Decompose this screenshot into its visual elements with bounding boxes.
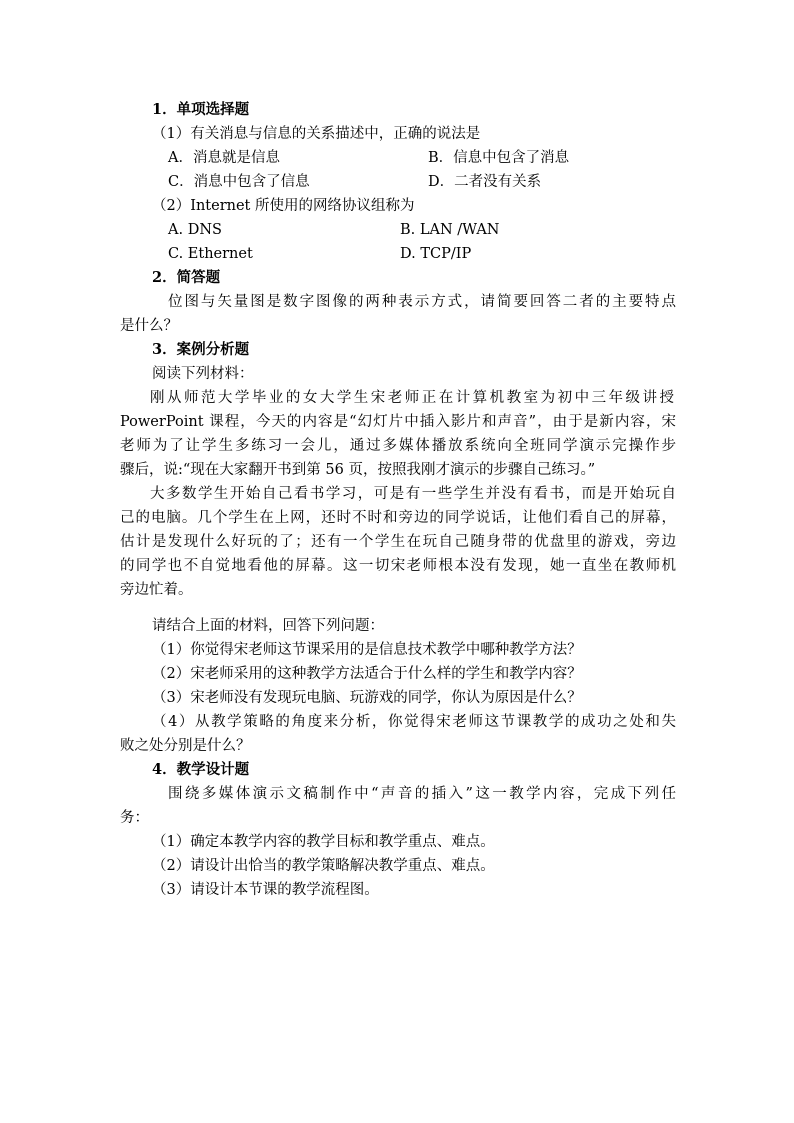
section-heading-single-choice: 1．单项选择题 <box>152 101 250 118</box>
q1-option-c: C．消息中包含了信息 <box>168 174 310 190</box>
case-para2-line-3: 估计是发现什么好玩的了；还有一个学生在玩自己随身带的优盘里的游戏，旁边 <box>120 534 676 550</box>
design-task-2: （2）请设计出恰当的教学策略解决教学重点、难点。 <box>152 858 495 874</box>
design-task-1: （1）确定本教学内容的教学目标和教学重点、难点。 <box>152 834 495 850</box>
short-answer-line-1: 位图与矢量图是数字图像的两种表示方式，请简要回答二者的主要特点 <box>168 294 676 310</box>
case-para2-line-5: 旁边忙着。 <box>120 582 193 598</box>
q2-option-b: B. LAN /WAN <box>400 222 500 238</box>
case-para2-line-4: 的同学也不自觉地看他的屏幕。这一切宋老师根本没有发现，她一直坐在教师机 <box>120 558 676 574</box>
q1-option-a: A．消息就是信息 <box>168 150 280 166</box>
q1-option-b: B．信息中包含了消息 <box>428 150 570 166</box>
case-question-4-line-1: （4）从教学策略的角度来分析，你觉得宋老师这节课教学的成功之处和失 <box>152 714 676 730</box>
case-para2-line-1: 大多数学生开始自己看书学习，可是有一些学生并没有看书，而是开始玩自 <box>150 486 676 502</box>
short-answer-line-2: 是什么？ <box>120 318 178 334</box>
design-line-1: 围绕多媒体演示文稿制作中“声音的插入”这一教学内容，完成下列任 <box>168 786 676 802</box>
case-para2-line-2: 己的电脑。几个学生在上网，还时不时和旁边的同学说话，让他们看自己的屏幕， <box>120 510 676 526</box>
question-1-stem: （1）有关消息与信息的关系描述中，正确的说法是 <box>152 126 481 142</box>
case-question-1: （1）你觉得宋老师这节课采用的是信息技术教学中哪种教学方法？ <box>152 642 582 658</box>
q1-option-d: D．二者没有关系 <box>428 174 542 190</box>
question-2-stem: （2）Internet 所使用的网络协议组称为 <box>152 198 415 214</box>
section-heading-teaching-design: 4．教学设计题 <box>152 761 250 778</box>
case-question-4-line-2: 败之处分别是什么？ <box>120 738 251 754</box>
case-question-2: （2）宋老师采用的这种教学方法适合于什么样的学生和教学内容？ <box>152 666 582 682</box>
case-question-3: （3）宋老师没有发现玩电脑、玩游戏的同学，你认为原因是什么？ <box>152 690 582 706</box>
q2-option-c: C. Ethernet <box>168 246 253 262</box>
case-para1-line-4: 骤后，说:“现在大家翻开书到第 56 页，按照我刚才演示的步骤自己练习。” <box>120 462 596 478</box>
q2-option-d: D. TCP/IP <box>400 246 472 262</box>
design-task-3: （3）请设计本节课的教学流程图。 <box>152 882 379 898</box>
case-intro: 阅读下列材料： <box>152 366 254 382</box>
q2-option-a: A. DNS <box>168 222 222 238</box>
case-prompt: 请结合上面的材料，回答下列问题： <box>152 618 384 634</box>
case-para1-line-1: 刚从师范大学毕业的女大学生宋老师正在计算机教室为初中三年级讲授 <box>150 390 674 406</box>
design-line-2: 务： <box>120 810 149 826</box>
case-para1-line-3: 老师为了让学生多练习一会儿，通过多媒体播放系统向全班同学演示完操作步 <box>120 438 676 454</box>
section-heading-short-answer: 2．简答题 <box>152 269 221 286</box>
case-para1-line-2: PowerPoint 课程，今天的内容是“幻灯片中插入影片和声音”，由于是新内容，宋 <box>120 414 676 430</box>
section-heading-case-analysis: 3．案例分析题 <box>152 341 250 358</box>
